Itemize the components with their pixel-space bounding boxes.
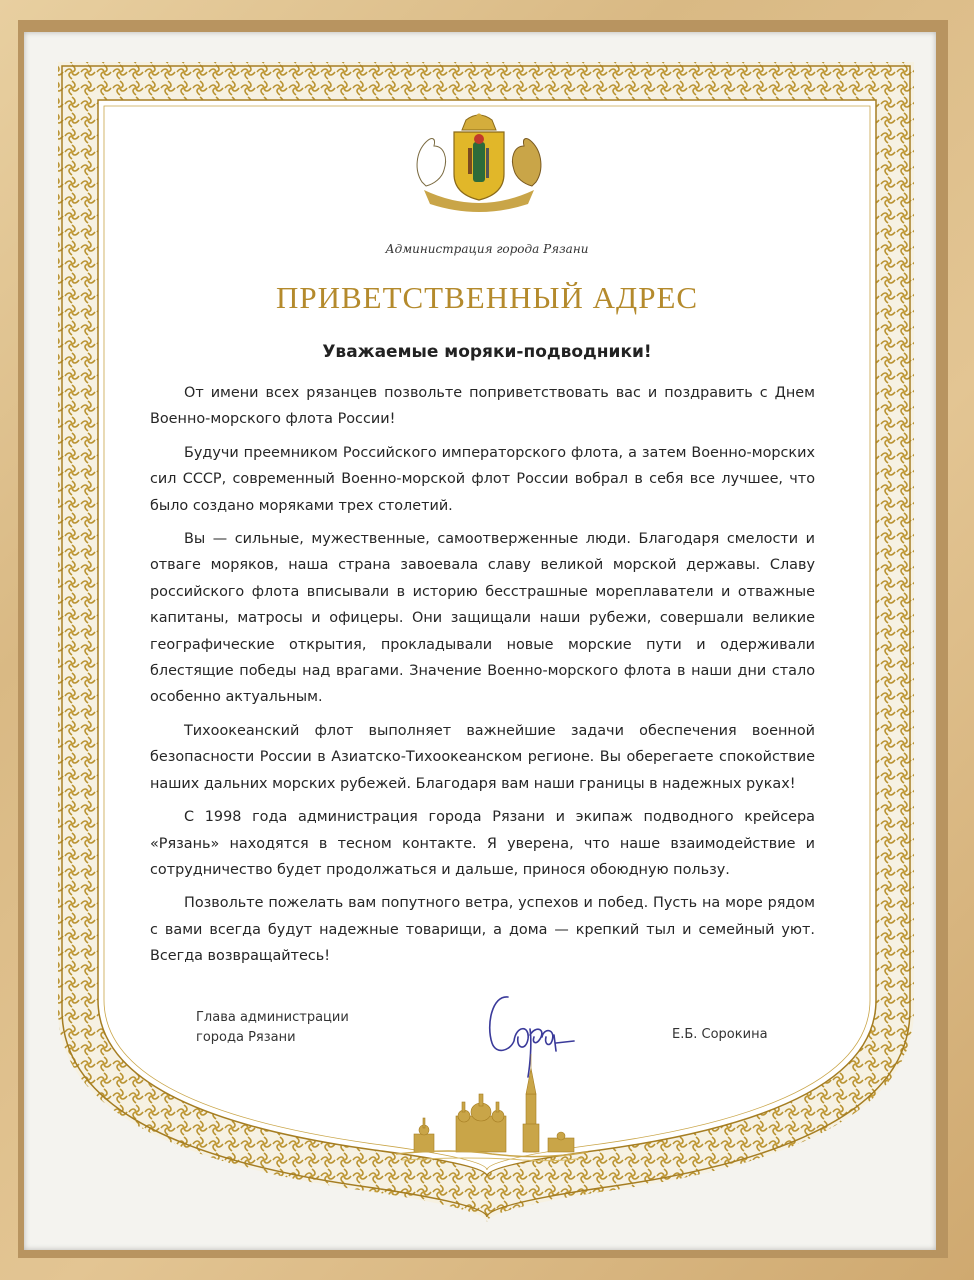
administration-caption: Администрация города Рязани [385,242,589,256]
signatory-name: Е.Б. Сорокина [672,1027,768,1042]
paragraph: От имени всех рязанцев позвольте поприветствовать вас и поздравить с Днем Военно-морского флота России! [150,385,815,428]
paragraph: Тихоокеанский флот выполняет важнейшие задачи обеспечения военной безопасности России в Азиатско-Тихоокеанском регионе. Вы оберегаете спокойствие наших дальних морских рубежей. Благодаря вам наши границы в надежных руках! [150,722,815,792]
letter-body [150,380,815,977]
paragraph: С 1998 года администрация города Рязани и экипаж подводного крейсера «Рязань» находятся в тесном контакте. Я уверена, что наше взаимодействие и сотрудничество будет продолжаться и дальше, принося обоюдную пользу. [150,809,815,878]
position-line: города Рязани [196,1030,296,1045]
paragraph: Вы — сильные, мужественные, самоотверженные люди. Благодаря смелости и отваге моряков, наша страна завоевала славу великой морской державы. Славу российского флота вписывали в историю бесстрашные мореплаватели и отважные капитаны, матросы и офицеры. Они защищали наши рубежи, совершали великие географические открытия, прокладывали новые морские пути и одерживали блестящие победы над врагами. Значение Военно-морского флота в наши дни стало особенно актуальным. [150,531,815,706]
paragraph: Будучи преемником Российского императорского флота, а затем Военно-морских сил СССР, современный Военно-морской флот России вобрал в себя все лучшее, что было создано моряками трех столетий. [150,444,815,514]
signatory-position [196,1008,349,1048]
coat-of-arms-icon [404,112,554,214]
document-title: ПРИВЕТСТВЕННЫЙ АДРЕС [275,280,699,315]
paragraph: Позвольте пожелать вам попутного ветра, успехов и побед. Пусть на море рядом с вами всегда будут надежные товарищи, а дома — крепкий тыл и семейный уют. Всегда возвращайтесь! [150,895,815,965]
greeting-heading: Уважаемые моряки-подводники! [322,342,652,362]
kremlin-skyline-icon [392,1054,592,1166]
position-line: Глава администрации [196,1010,349,1025]
